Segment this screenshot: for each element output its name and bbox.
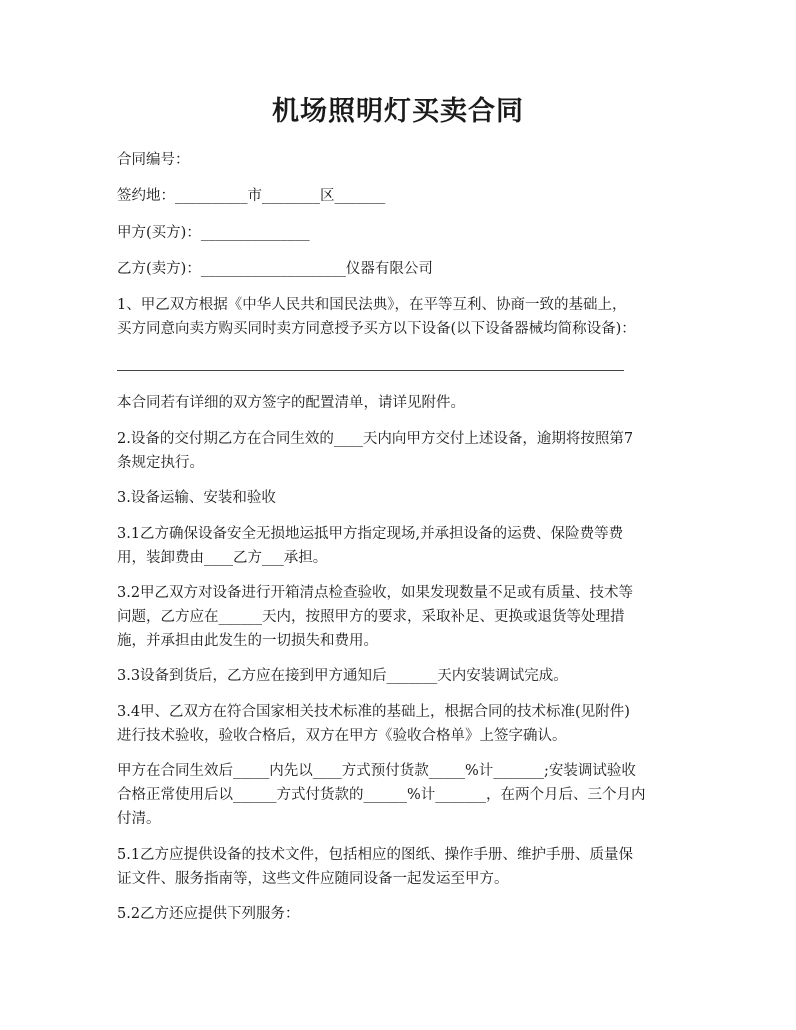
clause-1-line-2: 买方同意向卖方购买同时卖方同意授予买方以下设备(以下设备器械均简称设备)： [117, 321, 636, 337]
payment-line-3: 付清。 [117, 811, 161, 827]
clause-3-heading: 3.设备运输、安装和验收 [117, 490, 276, 506]
clause-3-4-line-1: 3.4甲、乙双方在符合国家相关技术标准的基础上，根据合同的技术标准(见附件) [117, 704, 630, 720]
clause-3-1-line-1: 3.1乙方确保设备安全无损地运抵甲方指定现场,并承担设备的运费、保险费等费 [117, 526, 624, 542]
payment-line-2: 合格正常使用后以______方式付货款的______%计_______，在两个月后、三个月内 [117, 787, 646, 803]
contract-number-line: 合同编号： [117, 152, 190, 168]
clause-3-2-line-3: 施，并承担由此发生的一切损失和费用。 [117, 633, 378, 649]
clause-3-2-line-1: 3.2甲乙双方对设备进行开箱清点检查验收，如果发现数量不足或有质量、技术等 [117, 585, 634, 601]
party-a-line: 甲方(买方)：_______________ [117, 225, 310, 241]
clause-3-1-line-2: 用，装卸费由____乙方___承担。 [117, 550, 328, 566]
clause-3-2-line-2: 问题，乙方应在______天内，按照甲方的要求，采取补足、更换或退货等处理措 [117, 609, 625, 625]
attachment-note: 本合同若有详细的双方签字的配置清单，请详见附件。 [117, 395, 465, 411]
clause-5-1-line-1: 5.1乙方应提供设备的技术文件，包括相应的图纸、操作手册、维护手册、质量保 [117, 847, 634, 863]
equipment-blank-line [117, 370, 624, 371]
clause-5-2: 5.2乙方还应提供下列服务： [117, 906, 300, 922]
payment-line-1: 甲方在合同生效后_____内先以____方式预付货款_____%计_______;安装调试验收 [117, 763, 636, 779]
clause-2-line-2: 条规定执行。 [117, 455, 204, 471]
party-b-line: 乙方(卖方)：____________________仪器有限公司 [117, 261, 433, 277]
clause-3-3: 3.3设备到货后，乙方应在接到甲方通知后_______天内安装调试完成。 [117, 668, 568, 684]
clause-2-line-1: 2.设备的交付期乙方在合同生效的____天内向甲方交付上述设备，逾期将按照第7 [117, 431, 634, 447]
document-title: 机场照明灯买卖合同 [272, 96, 524, 127]
clause-3-4-line-2: 进行技术验收，验收合格后，双方在甲方《验收合格单》上签字确认。 [117, 728, 567, 744]
signing-place-line: 签约地：__________市________区_______ [117, 188, 386, 204]
clause-1-line-1: 1、甲乙双方根据《中华人民共和国民法典》，在平等互利、协商一致的基础上， [117, 297, 627, 313]
clause-5-1-line-2: 证文件、服务指南等，这些文件应随同设备一起发运至甲方。 [117, 871, 509, 887]
